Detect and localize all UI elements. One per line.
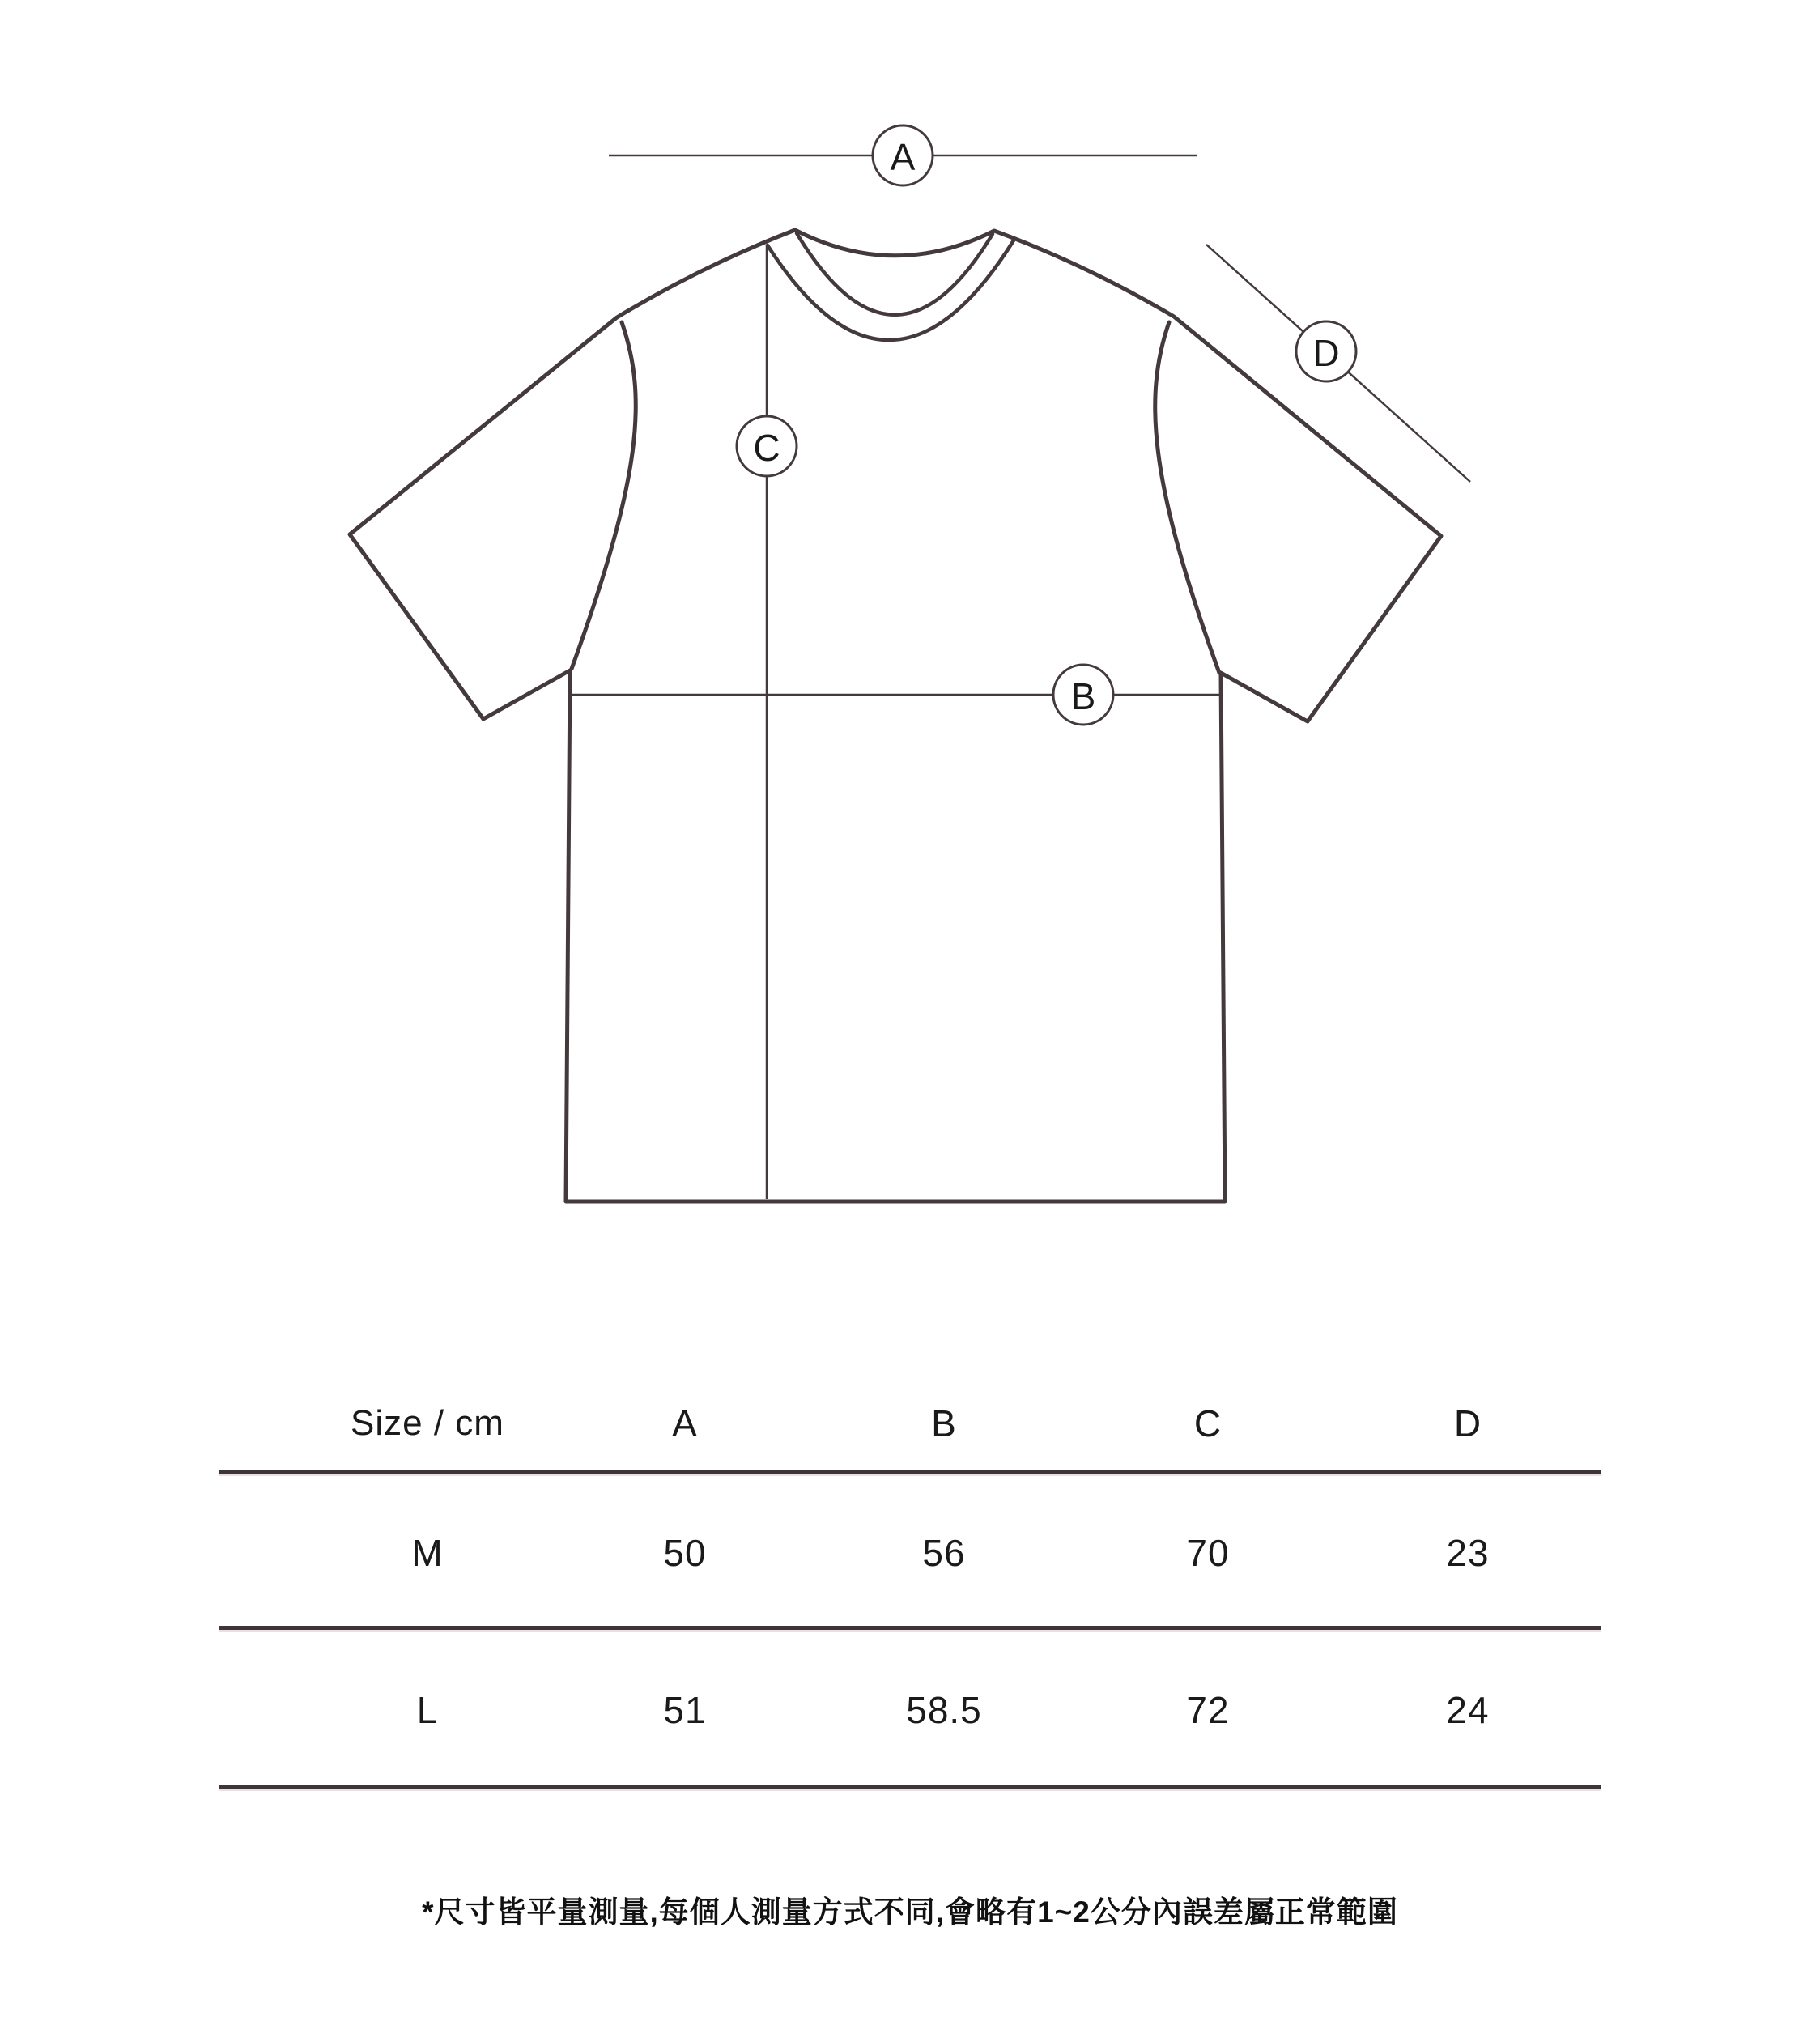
measure-badge-c (737, 416, 797, 476)
tshirt-outline (350, 230, 1441, 1202)
table-rule-bottom (219, 1785, 1601, 1789)
row-m-b: 56 (922, 1532, 966, 1574)
row-l-d: 24 (1446, 1689, 1490, 1731)
row-l-a: 51 (663, 1689, 707, 1731)
measure-badge-a (873, 125, 933, 185)
row-m-c: 70 (1186, 1532, 1230, 1574)
table-rule-top (219, 1470, 1601, 1474)
table-header-size: Size / cm (351, 1403, 504, 1443)
row-l-b: 58.5 (906, 1689, 982, 1731)
row-m-d: 23 (1446, 1532, 1490, 1574)
table-header-c: C (1193, 1402, 1223, 1444)
measure-badge-b (1053, 665, 1113, 725)
measure-label-c: C (753, 427, 780, 469)
table-rule-middle (219, 1626, 1601, 1630)
measurement-disclaimer: *尺寸皆平量測量,每個人測量方式不同,會略有1~2公分內誤差屬正常範圍 (422, 1895, 1398, 1929)
measure-badge-d (1296, 321, 1356, 381)
row-m-size: M (411, 1532, 444, 1574)
table-header-b: B (931, 1402, 957, 1444)
row-l-c: 72 (1186, 1689, 1230, 1731)
measure-label-a: A (890, 136, 916, 178)
measure-label-d: D (1312, 332, 1340, 374)
measure-label-b: B (1070, 675, 1096, 717)
row-l-size: L (416, 1689, 439, 1731)
table-header-a: A (672, 1402, 698, 1444)
table-header-d: D (1453, 1402, 1482, 1444)
row-m-a: 50 (663, 1532, 707, 1574)
